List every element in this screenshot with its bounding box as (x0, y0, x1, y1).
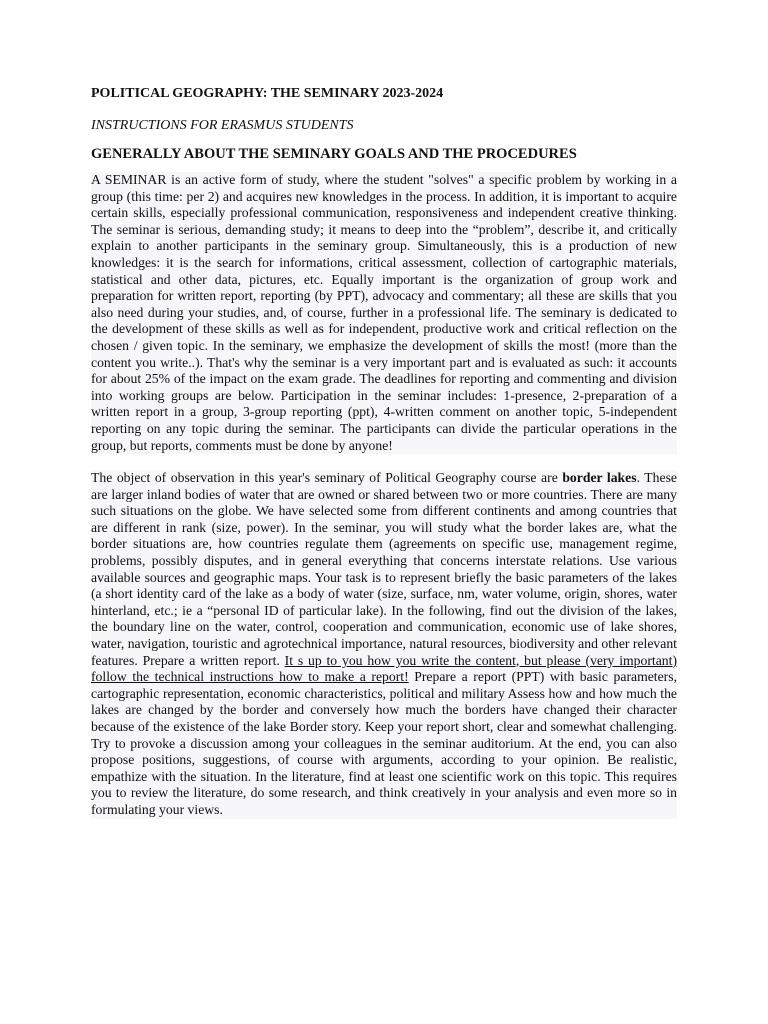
paragraph-spacer (91, 454, 677, 470)
underlined-instruction: It s up to you how you write the content, but please (very important) follow the technical instructions how to make a report! (91, 652, 677, 685)
paragraph-seminar-description: A SEMINAR is an active form of study, where the student "solves" a specific problem by working in a group (this time: per 2) and acquires new knowledges in the process. In addition, it is important to acquire certain skills, especially professional communication, responsiveness and independent creative thinking. The seminar is serious, demanding study; it means to deep into the “problem”, describe it, and critically explain to another participants in the seminary group. Simultaneously, this is a production of new knowledges: it is the search for informations, critical assessment, collection of cartographic materials, statistical and other data, pictures, etc. Equally important is the organization of group work and preparation for written report, reporting (by PPT), advocacy and commentary; all these are skills that you also need during your studies, and, of course, further in a professional life. The seminary is dedicated to the development of these skills as well as for independent, productive work and critical reflection on the chosen / given topic. In the seminary, we emphasize the development of skills the most! (more than the content you write..). That's why the seminar is a very important part and is evaluated as such: it accounts for about 25% of the impact on the exam grade. The deadlines for reporting and commenting and division into working groups are below. Participation in the seminar includes: 1-presence, 2-preparation of a written report in a group, 3-group reporting (ppt), 4-written comment on another topic, 5-independent reporting on any topic during the seminar. The participants can divide the particular operations in the group, but reports, comments must be done by anyone! (91, 172, 677, 453)
bold-term-border-lakes: border lakes (562, 470, 637, 486)
paragraph-text: . These are larger inland bodies of water that are owned or shared between two or more countries. There are many such situations on the globe. We have selected some from different continents and among countries that are different in rank (size, power). In the seminar, you will study what the border lakes are, what the border situations are, how countries regulate them (agreements on specific use, management regime, problems, possibly disputes, and in general everything that concerns interstate relations. Use various available sources and geographic maps. Your task is to represent briefly the basic parameters of the lakes (a short identity card of the lake as a body of water (size, surface, nm, water volume, origin, shores, water hinterland, etc.; ie a “personal ID of particular lake). In the following, find out the division of the lakes, the boundary line on the water, control, cooperation and communication, economic use of lake shores, water, navigation, touristic and agrotechnical importance, natural resources, biodiversity and other relevant features. Prepare a written report. (91, 470, 677, 668)
paragraph-text: The object of observation in this year's seminary of Political Geography course are (91, 470, 563, 486)
paragraph-text: Prepare a report (PPT) with basic parameters, cartographic representation, economic characteristics, political and military Assess how and how much the lakes are changed by the border and conversely how much the borders have changed their character because of the existence of the lake Border story. Keep your report short, clear and somewhat challenging. Try to provoke a discussion among your colleagues in the seminar auditorium. At the end, you can also propose positions, suggestions, of course with arguments, according to your opinion. Be realistic, empathize with the situation. In the literature, find at least one scientific work on this topic. This requires you to review the literature, do some research, and think creatively in your analysis and even more so in formulating your views. (91, 669, 677, 817)
paragraph-border-lakes (91, 470, 677, 818)
document-subtitle: INSTRUCTIONS FOR ERASMUS STUDENTS (91, 118, 354, 133)
document-title: POLITICAL GEOGRAPHY: THE SEMINARY 2023-2024 (91, 86, 444, 101)
document-body (91, 85, 677, 819)
section-heading: GENERALLY ABOUT THE SEMINARY GOALS AND THE PROCEDURES (91, 146, 577, 162)
